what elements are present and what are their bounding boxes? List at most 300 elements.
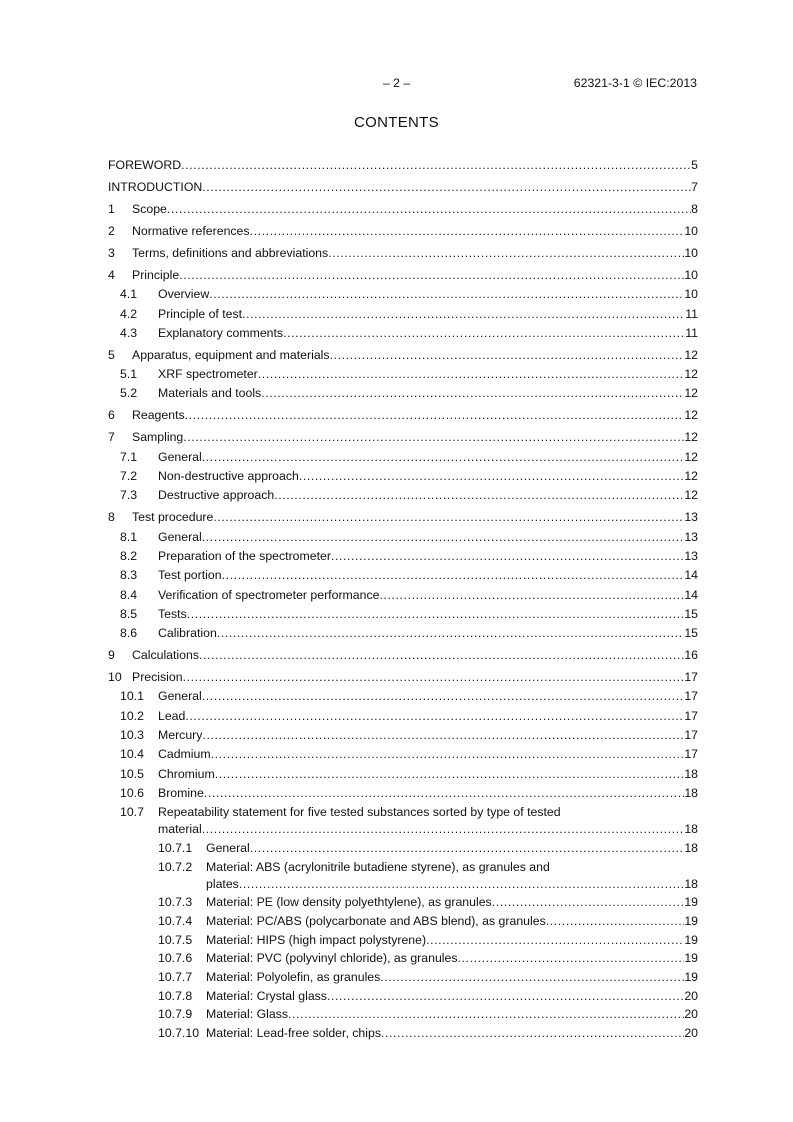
toc-entry-body: [108, 529, 698, 545]
toc-entry[interactable]: [108, 245, 698, 261]
toc-entry[interactable]: [108, 347, 698, 363]
toc-entry-number: 2: [108, 224, 115, 238]
toc-entry-line: [206, 894, 698, 910]
toc-entry-body: [108, 746, 698, 762]
dot-leader: [283, 325, 685, 341]
toc-entry[interactable]: [108, 950, 698, 966]
toc-entry-page: 19: [684, 951, 698, 966]
toc-entry-line: [158, 606, 698, 622]
dot-leader: [250, 223, 685, 239]
toc-entry-page: 17: [684, 689, 698, 704]
dot-leader: [381, 1025, 684, 1041]
toc-entry[interactable]: [108, 548, 698, 564]
toc-entry-body: [108, 201, 698, 217]
toc-entry-title: Apparatus, equipment and materials: [132, 347, 330, 362]
toc-entry-title: Tests: [158, 606, 187, 621]
toc-entry-number: 9: [108, 648, 115, 663]
toc-entry-title: Scope: [132, 202, 167, 216]
toc-entry-number: 10.7.1: [158, 840, 193, 855]
dot-leader: [288, 1006, 684, 1022]
toc-entry-page: 20: [684, 988, 698, 1003]
toc-entry-body: [108, 587, 698, 603]
toc-entry-page: 19: [684, 932, 698, 947]
toc-entry-page: 10: [684, 268, 698, 282]
dot-leader: [379, 587, 684, 603]
toc-entry-page: 13: [684, 510, 698, 525]
dot-leader: [274, 487, 684, 503]
toc-entry-body: [108, 179, 698, 195]
toc-entry-body: [108, 347, 698, 363]
toc-entry-title: Mercury: [158, 728, 203, 743]
toc-entry-title: plates: [206, 876, 239, 891]
toc-entry-line: [132, 647, 698, 663]
toc-entry-line: [206, 1006, 698, 1022]
toc-entry[interactable]: [108, 988, 698, 1004]
toc-entry-page: 8: [691, 202, 698, 216]
toc-entry-page: 17: [684, 670, 698, 685]
page-title: CONTENTS: [354, 114, 439, 131]
toc-entry-number: 5.2: [120, 386, 138, 401]
toc-entry[interactable]: [108, 325, 698, 341]
toc-entry-page: 12: [684, 430, 698, 445]
toc-entry[interactable]: [108, 366, 698, 382]
toc-entry-title: Reagents: [132, 408, 185, 423]
toc-entry-body: [108, 894, 698, 910]
toc-entry[interactable]: [108, 179, 698, 195]
toc-entry-line: [132, 669, 698, 685]
toc-entry-title: Bromine: [158, 785, 204, 800]
toc-entry-body: [108, 785, 698, 801]
toc-entry-title: Explanatory comments: [158, 325, 284, 340]
toc-entry-line: [206, 950, 698, 966]
toc-entry-number: 5.1: [120, 367, 138, 382]
toc-entry[interactable]: [108, 746, 698, 762]
dot-leader: [215, 766, 685, 782]
dot-leader: [202, 688, 685, 704]
toc-entry-number: 10.7.8: [158, 988, 193, 1003]
toc-entry-page: 15: [684, 626, 698, 641]
toc-entry[interactable]: [108, 449, 698, 465]
toc-entry[interactable]: [108, 894, 698, 910]
toc-entry-body: [108, 625, 698, 641]
dot-leader: [222, 567, 685, 583]
toc-entry[interactable]: [108, 688, 698, 704]
toc-entry[interactable]: [108, 804, 698, 837]
toc-entry-page: 11: [685, 306, 698, 321]
toc-entry-body: [108, 548, 698, 564]
toc-entry-number: 7.1: [120, 449, 138, 464]
toc-entry-title: Material: PC/ABS (polycarbonate and ABS blend), as granules: [206, 913, 546, 928]
dot-leader: [183, 669, 685, 685]
toc-entry-title: Material: HIPS (high impact polystyrene): [206, 932, 427, 947]
toc-entry-page: 18: [684, 876, 698, 891]
toc-entry-title: Preparation of the spectrometer: [158, 548, 331, 563]
toc-entry[interactable]: [108, 587, 698, 603]
toc-entry[interactable]: [108, 157, 698, 173]
toc-entry-title: Destructive approach: [158, 488, 275, 503]
toc-entry-title: Normative references: [132, 224, 250, 238]
toc-entry-number: 10.3: [120, 728, 144, 743]
toc-entry[interactable]: [108, 932, 698, 948]
toc-entry-line: [108, 179, 698, 195]
dot-leader: [209, 286, 684, 302]
toc-entry-line: [206, 859, 698, 875]
toc-entry-title: Material: Polyolefin, as granules: [206, 970, 381, 985]
dot-leader: [202, 821, 685, 837]
toc-entry-line: [158, 625, 698, 641]
toc-entry[interactable]: [108, 468, 698, 484]
toc-entry-number: 8.1: [120, 529, 138, 544]
toc-entry-number: 10.2: [120, 708, 144, 723]
toc-entry-body: [108, 407, 698, 423]
dot-leader: [202, 449, 685, 465]
toc-entry[interactable]: [108, 286, 698, 302]
toc-entry-body: [108, 509, 698, 525]
toc-entry-number: 10.1: [120, 689, 144, 704]
toc-entry-line: [206, 988, 698, 1004]
toc-entry-page: 12: [684, 386, 698, 401]
toc-entry-body: [108, 969, 698, 985]
toc-entry-body: [108, 157, 698, 173]
toc-entry-number: 8.5: [120, 606, 138, 621]
toc-entry-title: Principle: [132, 268, 180, 282]
toc-entry-title: FOREWORD: [108, 158, 182, 172]
toc-entry-line: [158, 548, 698, 564]
toc-entry-line: [158, 366, 698, 382]
toc-entry-title: Sampling: [132, 430, 184, 445]
toc-entry-number: 1: [108, 202, 115, 216]
toc-entry-body: [108, 932, 698, 948]
toc-entry-title: Material: PE (low density polyethtylene), as granules: [206, 895, 492, 910]
toc-entry[interactable]: [108, 407, 698, 423]
dot-leader: [426, 932, 684, 948]
toc-entry-line: [158, 766, 698, 782]
toc-entry-line: [206, 876, 698, 892]
dot-leader: [328, 245, 684, 261]
toc-entry-line: [158, 746, 698, 762]
toc-entry-title: Chromium: [158, 766, 215, 781]
toc-entry[interactable]: [108, 201, 698, 217]
toc-entry-body: [108, 840, 698, 856]
toc-entry-page: 13: [684, 529, 698, 544]
dot-leader: [185, 708, 684, 724]
toc-entry-number: 4.1: [120, 287, 138, 302]
toc-entry-page: 10: [684, 246, 698, 260]
dot-leader: [458, 950, 685, 966]
toc-entry-line: [132, 267, 698, 283]
toc-entry-page: 18: [684, 840, 698, 855]
dot-leader: [546, 913, 685, 929]
toc-entry-line: [158, 587, 698, 603]
toc-entry[interactable]: [108, 669, 698, 685]
toc-entry-number: 10: [108, 670, 122, 685]
table-of-contents: [108, 157, 698, 1041]
toc-entry-line: [158, 325, 698, 341]
toc-entry-body: [108, 366, 698, 382]
toc-entry-title: General: [158, 529, 202, 544]
toc-entry-page: 15: [684, 606, 698, 621]
toc-entry-page: 14: [684, 568, 698, 583]
toc-entry-title: General: [206, 840, 250, 855]
toc-entry-line: [158, 727, 698, 743]
toc-entry-number: 6: [108, 408, 115, 423]
toc-entry-number: 10.4: [120, 747, 144, 762]
toc-entry-body: [108, 727, 698, 743]
toc-entry-body: [108, 429, 698, 445]
toc-entry[interactable]: [108, 785, 698, 801]
toc-entry-title: Material: PVC (polyvinyl chloride), as granules: [206, 951, 458, 966]
toc-entry-number: 8.4: [120, 587, 138, 602]
toc-entry-title: Repeatability statement for five tested substances sorted by type of tested: [158, 805, 561, 820]
toc-entry-line: [132, 223, 698, 239]
toc-entry-body: [108, 385, 698, 401]
toc-entry-line: [158, 785, 698, 801]
dot-leader: [185, 407, 685, 423]
toc-entry-body: [108, 766, 698, 782]
toc-entry-page: 19: [684, 913, 698, 928]
dot-leader: [199, 647, 684, 663]
toc-entry-line: [132, 509, 698, 525]
toc-entry-line: [206, 1025, 698, 1041]
toc-entry-title: Calculations: [132, 648, 199, 663]
toc-entry-body: [108, 647, 698, 663]
toc-entry-number: 10.7.9: [158, 1007, 193, 1022]
toc-entry-page: 10: [684, 287, 698, 302]
toc-entry-line: [132, 201, 698, 217]
toc-entry-page: 20: [684, 1026, 698, 1041]
toc-entry-line: [108, 157, 698, 173]
toc-entry-page: 13: [684, 548, 698, 563]
toc-entry-number: 8.3: [120, 568, 138, 583]
toc-entry-line: [206, 913, 698, 929]
dot-leader: [258, 366, 685, 382]
toc-entry-line: [132, 245, 698, 261]
toc-entry-number: 8.2: [120, 548, 138, 563]
toc-entry-line: [158, 529, 698, 545]
toc-entry-number: 8.6: [120, 626, 138, 641]
toc-entry-number: 5: [108, 347, 115, 362]
dot-leader: [181, 157, 691, 173]
toc-entry[interactable]: [108, 859, 698, 892]
dot-leader: [327, 988, 684, 1004]
toc-entry-body: [108, 859, 698, 892]
toc-entry-title: General: [158, 689, 202, 704]
dot-leader: [261, 385, 684, 401]
toc-entry-page: 10: [684, 224, 698, 238]
toc-entry-page: 16: [684, 648, 698, 663]
toc-entry-line: [158, 385, 698, 401]
dot-leader: [239, 876, 684, 892]
dot-leader: [330, 347, 685, 363]
toc-entry-page: 12: [684, 367, 698, 382]
toc-entry-line: [158, 487, 698, 503]
toc-entry-number: 10.7.2: [158, 859, 193, 874]
toc-entry-line: [132, 429, 698, 445]
toc-entry[interactable]: [108, 625, 698, 641]
toc-entry[interactable]: [108, 429, 698, 445]
toc-entry[interactable]: [108, 913, 698, 929]
toc-entry-number: 10.7: [120, 805, 144, 820]
toc-entry-line: [206, 840, 698, 856]
toc-entry-line: [158, 468, 698, 484]
toc-entry-page: 17: [684, 747, 698, 762]
toc-entry-body: [108, 306, 698, 322]
document-id: 62321-3-1 © IEC:2013: [573, 76, 697, 90]
toc-entry-line: [158, 688, 698, 704]
toc-entry[interactable]: [108, 223, 698, 239]
toc-entry-body: [108, 708, 698, 724]
toc-entry-number: 4: [108, 268, 115, 282]
dot-leader: [492, 894, 685, 910]
toc-entry[interactable]: [108, 1006, 698, 1022]
toc-entry-page: 12: [684, 347, 698, 362]
toc-entry-body: [108, 487, 698, 503]
toc-entry-page: 12: [684, 408, 698, 423]
toc-entry-title: Precision: [132, 670, 183, 685]
toc-entry-body: [108, 245, 698, 261]
toc-entry-title: General: [158, 449, 202, 464]
toc-entry-title: Material: ABS (acrylonitrile butadiene styrene), as granules and: [206, 859, 550, 874]
toc-entry-page: 19: [684, 895, 698, 910]
toc-entry[interactable]: [108, 487, 698, 503]
dot-leader: [217, 625, 685, 641]
toc-entry-page: 12: [684, 449, 698, 464]
toc-entry[interactable]: [108, 385, 698, 401]
toc-entry-title: Test portion: [158, 568, 222, 583]
toc-entry-title: Test procedure: [132, 510, 214, 525]
dot-leader: [380, 969, 684, 985]
toc-entry-title: XRF spectrometer: [158, 367, 258, 382]
toc-entry-line: [132, 347, 698, 363]
toc-entry-body: [108, 669, 698, 685]
toc-entry-title: Terms, definitions and abbreviations: [132, 246, 329, 260]
toc-entry-page: 14: [684, 587, 698, 602]
toc-entry-page: 20: [684, 1007, 698, 1022]
toc-entry-body: [108, 325, 698, 341]
dot-leader: [179, 267, 684, 283]
toc-entry[interactable]: [108, 567, 698, 583]
toc-entry-number: 10.7.4: [158, 913, 193, 928]
dot-leader: [299, 468, 685, 484]
toc-entry-body: [108, 606, 698, 622]
toc-entry[interactable]: [108, 509, 698, 525]
toc-entry-title: Non-destructive approach: [158, 469, 299, 484]
toc-entry-body: [108, 449, 698, 465]
dot-leader: [187, 606, 685, 622]
toc-entry-number: 10.7.6: [158, 951, 193, 966]
dot-leader: [167, 201, 691, 217]
toc-entry-page: 17: [684, 708, 698, 723]
toc-entry-number: 7.2: [120, 469, 138, 484]
toc-entry-line: [158, 286, 698, 302]
toc-entry-body: [108, 267, 698, 283]
toc-entry-body: [108, 468, 698, 484]
toc-entry[interactable]: [108, 267, 698, 283]
toc-entry-body: [108, 286, 698, 302]
toc-entry[interactable]: [108, 647, 698, 663]
toc-entry-title: Overview: [158, 287, 210, 302]
toc-entry-page: 7: [691, 180, 698, 194]
toc-entry[interactable]: [108, 969, 698, 985]
toc-entry-body: [108, 688, 698, 704]
toc-entry-page: 18: [684, 822, 698, 837]
toc-entry-number: 4.2: [120, 306, 138, 321]
toc-entry-page: 17: [684, 728, 698, 743]
toc-entry-title: Materials and tools: [158, 386, 262, 401]
toc-entry-number: 4.3: [120, 325, 138, 340]
toc-entry-page: 12: [684, 469, 698, 484]
toc-entry-body: [108, 804, 698, 837]
dot-leader: [250, 840, 685, 856]
toc-entry-page: 19: [684, 970, 698, 985]
toc-entry-number: 7: [108, 430, 115, 445]
dot-leader: [183, 429, 684, 445]
toc-entry-body: [108, 950, 698, 966]
toc-entry-number: 10.6: [120, 785, 144, 800]
dot-leader: [242, 306, 685, 322]
toc-entry-line: [158, 567, 698, 583]
dot-leader: [202, 179, 691, 195]
toc-entry-title: Verification of spectrometer performance: [158, 587, 380, 602]
toc-entry-page: 5: [691, 158, 698, 172]
dot-leader: [202, 529, 685, 545]
toc-entry-number: 10.5: [120, 766, 144, 781]
toc-entry-body: [108, 1006, 698, 1022]
toc-entry-title: material: [158, 822, 202, 837]
toc-entry-line: [158, 449, 698, 465]
toc-entry[interactable]: [108, 529, 698, 545]
toc-entry[interactable]: [108, 727, 698, 743]
toc-entry-body: [108, 567, 698, 583]
toc-entry-page: 18: [684, 766, 698, 781]
toc-entry-body: [108, 988, 698, 1004]
toc-entry-title: Calibration: [158, 626, 217, 641]
toc-entry-page: 18: [684, 785, 698, 800]
toc-entry-body: [108, 913, 698, 929]
toc-entry-title: INTRODUCTION: [108, 180, 203, 194]
toc-entry-line: [206, 969, 698, 985]
toc-entry-page: 11: [685, 325, 698, 340]
toc-entry-number: 10.7.10: [158, 1026, 200, 1041]
toc-entry-number: 3: [108, 246, 115, 260]
dot-leader: [331, 548, 684, 564]
toc-entry-title: Material: Glass: [206, 1007, 289, 1022]
toc-entry-line: [158, 306, 698, 322]
page-number: – 2 –: [382, 76, 411, 90]
toc-entry-title: Material: Crystal glass: [206, 988, 327, 1003]
dot-leader: [204, 785, 685, 801]
toc-entry-line: [206, 932, 698, 948]
toc-entry[interactable]: [108, 840, 698, 856]
toc-entry[interactable]: [108, 708, 698, 724]
toc-entry-line: [132, 407, 698, 423]
dot-leader: [202, 727, 684, 743]
toc-entry-line: [158, 821, 698, 837]
toc-entry[interactable]: [108, 606, 698, 622]
toc-entry-line: [158, 804, 698, 820]
toc-entry-number: 10.7.7: [158, 970, 193, 985]
toc-entry-line: [158, 708, 698, 724]
toc-entry[interactable]: [108, 1025, 698, 1041]
toc-entry-number: 8: [108, 510, 115, 525]
toc-entry-title: Cadmium: [158, 747, 211, 762]
toc-entry-title: Material: Lead-free solder, chips: [206, 1026, 381, 1041]
dot-leader: [211, 746, 685, 762]
dot-leader: [213, 509, 684, 525]
toc-entry[interactable]: [108, 766, 698, 782]
toc-entry-title: Principle of test: [158, 306, 243, 321]
toc-entry[interactable]: [108, 306, 698, 322]
